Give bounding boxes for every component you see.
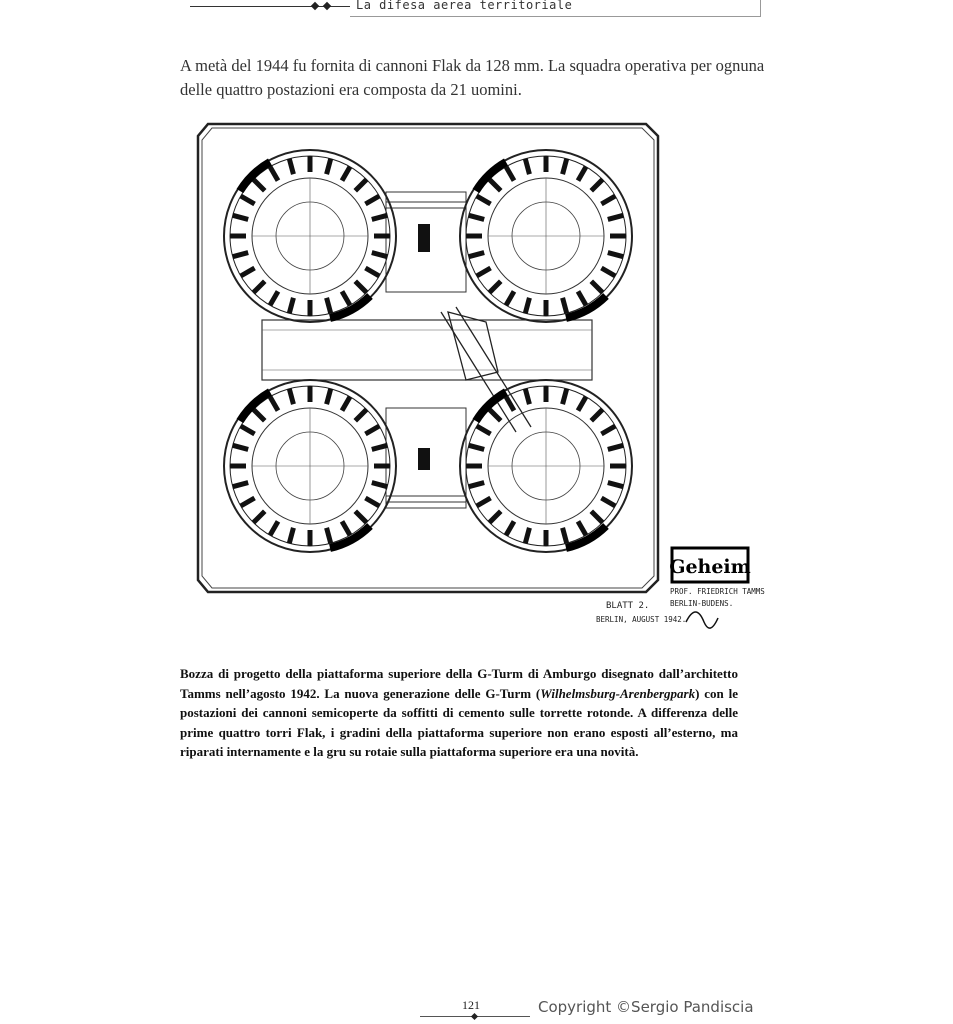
header-title: La difesa aerea territoriale xyxy=(356,0,573,12)
flak-tower-plan-drawing xyxy=(186,112,770,650)
stamp-prof-name: PROF. FRIEDRICH TAMMS xyxy=(670,587,765,596)
body-paragraph: A metà del 1944 fu fornita di cannoni Flak da 128 mm. La squadra operativa per ognuna delle quattro postazioni era composta da 21 uomini. xyxy=(180,56,765,99)
page-number: 121 xyxy=(462,998,480,1012)
stamp-geheim: Geheim xyxy=(669,556,751,578)
caption-italic-place: Wilhelmsburg-Arenbergpark xyxy=(540,685,696,701)
footer-ornament xyxy=(471,1013,478,1020)
stamp-blatt: BLATT 2. xyxy=(606,601,650,611)
caption-text-2: ) con le postazioni dei cannoni semicoperte da soffitti di cemento sulle torrette rotonde. A differenza delle prime quattro torri Flak, i gradini della piattaforma superiore non erano esposti all’esterno, ma riparati internamente e la gru su rotaie sulla piattaforma superiore era una novità. xyxy=(180,685,738,759)
caption-text-1: Bozza di progetto della piattaforma superiore della G-Turm di Amburgo disegnato dall’architetto Tamms nell’agosto 1942. La nuova generazione delle G-Turm ( xyxy=(180,666,738,701)
header-ornament xyxy=(311,2,319,10)
header-ornament xyxy=(323,2,331,10)
figure-caption xyxy=(180,664,738,762)
copyright-notice: Copyright ©Sergio Pandiscia xyxy=(538,998,754,1016)
signature-mark xyxy=(686,612,718,628)
stamp-date: BERLIN, AUGUST 1942. xyxy=(596,615,687,624)
stamp-berlin-address: BERLIN-BUDENS. xyxy=(670,599,734,608)
